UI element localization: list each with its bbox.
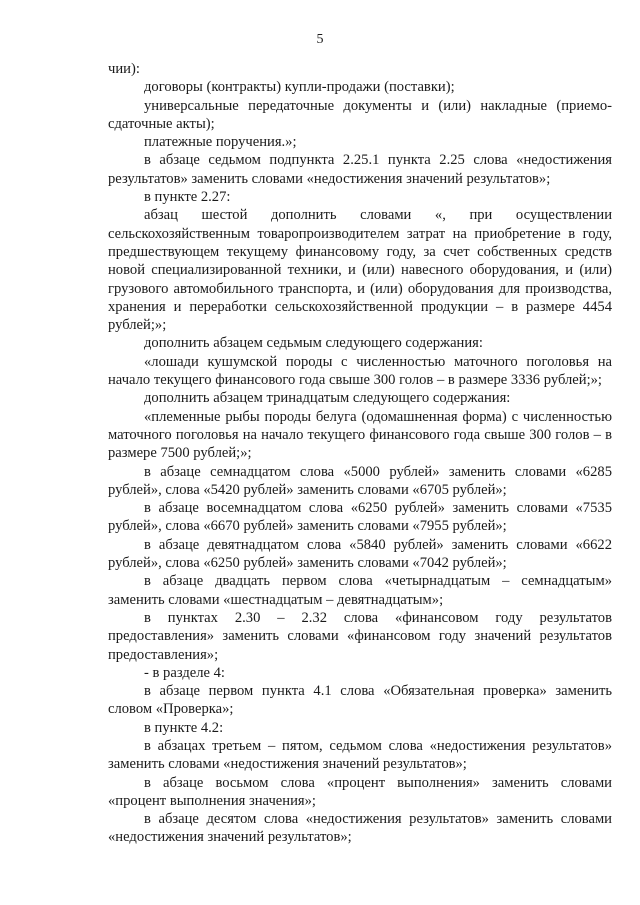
paragraph: дополнить абзацем тринадцатым следующего содержания: [144, 390, 511, 407]
paragraph: договоры (контракты) купли-продажи (поставки); [144, 79, 455, 96]
paragraph: универсальные передаточные документы и (или) накладные (приемо-сдаточные акты); [108, 97, 612, 132]
paragraph: в абзаце семнадцатом слова «5000 рублей» заменить словами «6285 рублей», слова «5420 рублей» заменить словами «6705 рублей»; [108, 463, 612, 498]
page-number: 5 [316, 32, 324, 47]
paragraph: в абзацах третьем – пятом, седьмом слова «недостижения результатов» заменить словами «недостижения значений результатов»; [108, 737, 612, 773]
paragraph: в пунктах 2.30 – 2.32 слова «финансовом году результатов предоставления» заменить словами «финансовом году значений результатов предоставления»; [108, 609, 612, 663]
paragraph: платежные поручения.»; [144, 134, 297, 151]
paragraph: дополнить абзацем седьмым следующего содержания: [144, 335, 483, 352]
paragraph: в пункте 4.2: [144, 719, 224, 736]
paragraph: в абзаце восемнадцатом слова «6250 рублей» заменить словами «7535 рублей», слова «6670 рублей» заменить словами «7955 рублей»; [108, 500, 612, 535]
paragraph: абзац шестой дополнить словами «, при осуществлении сельскохозяйственным товаропроизводителем затрат на приобретение в году, предшествующем текущему финансовому году, за счет собственных средств новой специализированной техники, и (или) навесного оборудования, и (или) грузового автомобильного транспорта, и (или) оборудования для производства, хранения и переработки сельскохозяйственной продукции – в размере 4454 рублей;»; [108, 207, 612, 334]
document-body [108, 60, 612, 847]
paragraph: «лошади кушумской породы с численностью маточного поголовья на начало текущего финансового года свыше 300 голов – в размере 3336 рублей;»; [108, 353, 612, 389]
paragraph: - в разделе 4: [144, 664, 225, 681]
paragraph: в абзаце восьмом слова «процент выполнения» заменить словами «процент выполнения значения»; [108, 774, 612, 809]
paragraph: чии): [108, 61, 140, 77]
paragraph: в абзаце девятнадцатом слова «5840 рублей» заменить словами «6622 рублей», слова «6250 рублей» заменить словами «7042 рублей»; [108, 536, 612, 572]
paragraph: в абзаце седьмом подпункта 2.25.1 пункта 2.25 слова «недостижения результатов» заменить словами «недостижения значений результатов»; [108, 152, 612, 187]
paragraph: в абзаце десятом слова «недостижения результатов» заменить словами «недостижения значений результатов»; [108, 811, 612, 846]
paragraph: в пункте 2.27: [144, 189, 231, 206]
paragraph: в абзаце первом пункта 4.1 слова «Обязательная проверка» заменить словом «Проверка»; [108, 683, 612, 718]
paragraph: в абзаце двадцать первом слова «четырнадцатым – семнадцатым» заменить словами «шестнадцатым – девятнадцатым»; [108, 573, 612, 608]
paragraph: «племенные рыбы породы белуга (одомашненная форма) с численностью маточного поголовья на начало текущего финансового года свыше 300 голов – в размере 7500 рублей;»; [108, 408, 612, 462]
